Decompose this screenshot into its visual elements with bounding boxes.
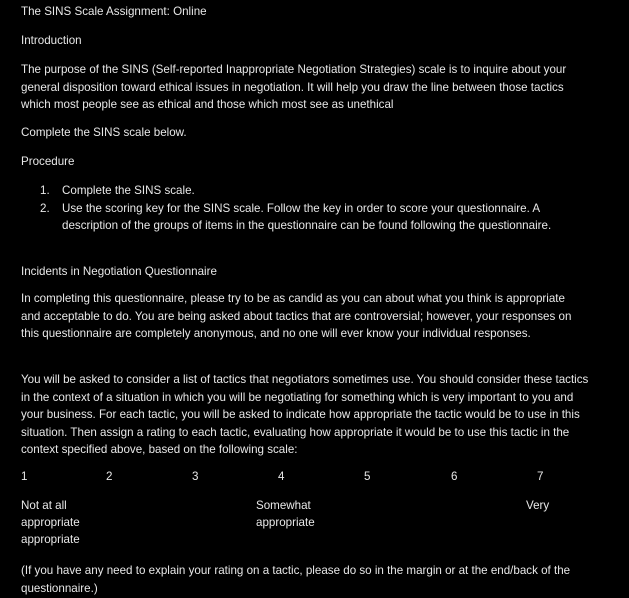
procedure-heading: Procedure	[21, 155, 75, 168]
questionnaire-heading: Incidents in Negotiation Questionnaire	[21, 265, 217, 278]
low-anchor-line-2: appropriate	[21, 516, 80, 529]
scale-point-1: 1	[21, 470, 28, 483]
mid-anchor-line-1: Somewhat	[256, 499, 311, 512]
candid-paragraph: In completing this questionnaire, please try to be as candid as you can about what you think is appropriate and acceptable to do. You are being asked about tactics that are controversial; however, your responses on this questionnaire are completely anonymous, and no one will ever know your individual responses.	[21, 292, 572, 340]
scale-point-2: 2	[106, 470, 113, 483]
low-anchor-line-1: Not at all	[21, 499, 67, 512]
procedure-step-1	[40, 182, 580, 200]
high-anchor: Very	[526, 499, 550, 512]
scale-point-4: 4	[278, 470, 285, 483]
introduction-heading: Introduction	[21, 34, 82, 47]
scale-point-6: 6	[451, 470, 458, 483]
scale-point-5: 5	[364, 470, 371, 483]
procedure-steps	[40, 182, 580, 235]
step-text: Complete the SINS scale.	[62, 184, 195, 197]
scale-point-3: 3	[192, 470, 199, 483]
document-title: The SINS Scale Assignment: Online	[21, 5, 207, 18]
scale-point-7: 7	[537, 470, 544, 483]
consider-paragraph: You will be asked to consider a list of tactics that negotiators sometimes use. You should consider these tactics in the context of a situation in which you will be negotiating for something which is very important to you and your business. For each tactic, you will be asked to indicate how appropriate the tactic would be to use in this situation. Then assign a rating to each tactic, evaluating how appropriate it would be to use this tactic in the context specified above, based on the following scale:	[21, 373, 589, 456]
complete-instruction: Complete the SINS scale below.	[21, 126, 187, 139]
procedure-step-2	[40, 200, 580, 235]
step-number: 2.	[40, 201, 50, 215]
low-anchor-line-3: appropriate	[21, 533, 80, 546]
step-number: 1.	[40, 184, 50, 197]
purpose-paragraph: The purpose of the SINS (Self-reported Inappropriate Negotiation Strategies) scale is to inquire about your general disposition toward ethical issues in negotiation. It will help you draw the line between those tactics which most people see as ethical and those which most see as unethical	[21, 63, 567, 111]
mid-anchor-line-2: appropriate	[256, 516, 315, 529]
step-text: Use the scoring key for the SINS scale. Follow the key in order to score your questionnaire. A description of the groups of items in the questionnaire can be found following the questionnaire.	[62, 201, 552, 232]
explanation-note: (If you have any need to explain your rating on a tactic, please do so in the margin or at the end/back of the questionnaire.)	[21, 564, 571, 595]
